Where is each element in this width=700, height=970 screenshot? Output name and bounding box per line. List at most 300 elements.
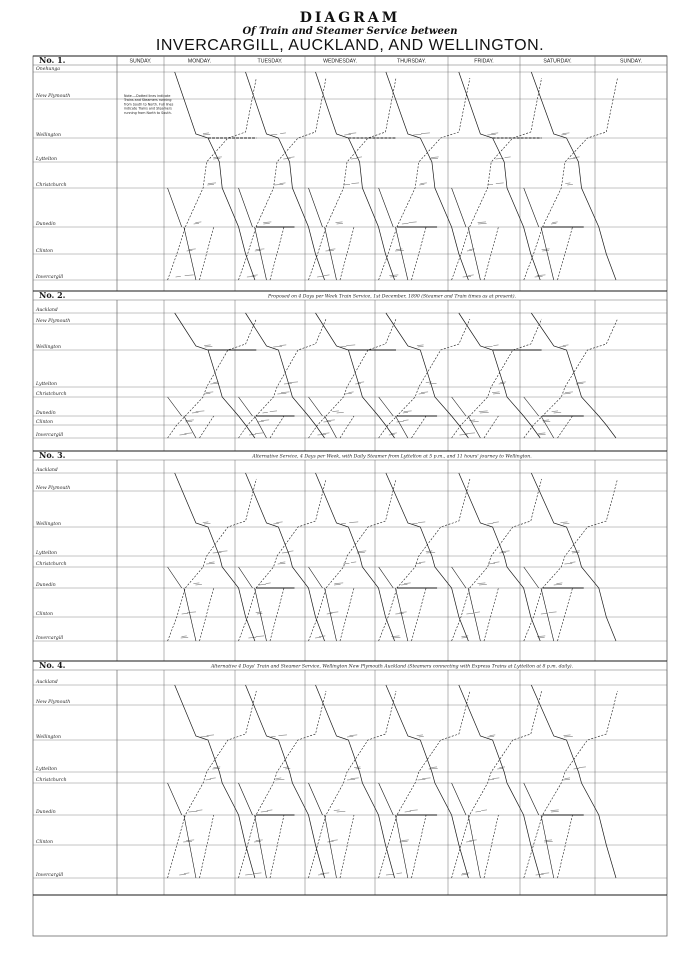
- time-annotation-mark: [565, 183, 570, 184]
- local-train-line: [452, 397, 466, 416]
- time-annotation-mark: [205, 346, 213, 347]
- local-train-line: [412, 588, 427, 641]
- time-annotation-mark: [273, 346, 282, 347]
- time-annotation-mark: [497, 768, 503, 769]
- northbound-line: [452, 319, 542, 438]
- local-train-line: [524, 567, 539, 588]
- note-text: indicate Trains and Steamers: [124, 106, 172, 111]
- station-name: Dunedin: [36, 583, 56, 588]
- time-annotation-mark: [186, 840, 194, 841]
- time-annotation-mark: [257, 421, 264, 422]
- time-annotation-mark: [472, 421, 479, 422]
- time-annotation-mark: [327, 420, 335, 421]
- time-annotation-mark: [195, 222, 201, 223]
- local-train-line: [541, 588, 554, 641]
- time-annotation-mark: [419, 393, 425, 394]
- local-train-line: [168, 188, 182, 227]
- time-annotation-mark: [317, 276, 323, 277]
- northbound-line: [168, 479, 257, 641]
- time-annotation-mark: [252, 275, 258, 276]
- time-annotation-mark: [562, 133, 569, 134]
- time-annotation-mark: [270, 411, 277, 412]
- time-annotation-mark: [417, 345, 424, 346]
- time-annotation-mark: [343, 184, 350, 185]
- time-annotation-mark: [334, 810, 340, 811]
- station-name: Auckland: [36, 468, 58, 473]
- local-train-line: [200, 815, 214, 878]
- station-name: Auckland: [36, 680, 58, 685]
- local-train-line: [270, 815, 284, 878]
- time-annotation-mark: [263, 222, 271, 223]
- time-annotation-mark: [551, 810, 559, 811]
- local-train-line: [270, 227, 284, 280]
- time-annotation-mark: [400, 612, 407, 613]
- time-annotation-mark: [324, 275, 330, 276]
- time-annotation-mark: [334, 583, 343, 584]
- time-annotation-mark: [189, 249, 196, 250]
- southbound-line: [386, 313, 469, 438]
- time-annotation-mark: [478, 222, 486, 223]
- time-annotation-mark: [207, 184, 214, 185]
- time-annotation-mark: [351, 158, 357, 159]
- time-annotation-mark: [418, 779, 426, 780]
- day-heading: SATURDAY.: [543, 58, 572, 65]
- time-annotation-mark: [284, 383, 292, 384]
- time-annotation-mark: [267, 810, 272, 811]
- local-train-line: [395, 588, 407, 641]
- time-annotation-mark: [349, 522, 358, 523]
- time-annotation-mark: [337, 811, 346, 812]
- time-annotation-mark: [419, 736, 424, 737]
- time-annotation-mark: [554, 584, 562, 585]
- northbound-line: [379, 78, 470, 280]
- time-annotation-mark: [213, 158, 220, 159]
- time-annotation-mark: [466, 841, 472, 842]
- time-annotation-mark: [259, 584, 266, 585]
- time-annotation-mark: [213, 552, 222, 553]
- northbound-line: [309, 691, 397, 878]
- time-annotation-mark: [270, 134, 277, 135]
- time-annotation-mark: [255, 433, 263, 434]
- time-annotation-mark: [256, 636, 264, 637]
- time-annotation-mark: [551, 223, 556, 224]
- local-train-line: [452, 567, 466, 588]
- southbound-line: [175, 685, 255, 878]
- local-train-line: [558, 815, 573, 878]
- time-annotation-mark: [323, 433, 330, 434]
- time-annotation-mark: [206, 392, 213, 393]
- time-annotation-mark: [182, 613, 188, 614]
- local-train-line: [452, 188, 466, 227]
- time-annotation-mark: [478, 223, 486, 224]
- diagram-route-title: INVERCARGILL, AUCKLAND, AND WELLINGTON.: [155, 37, 545, 54]
- northbound-line: [452, 78, 542, 280]
- station-name: Invercargill: [36, 275, 64, 280]
- panel-label: No. 1.: [39, 55, 66, 65]
- time-annotation-mark: [332, 411, 339, 412]
- local-train-line: [340, 815, 354, 878]
- time-annotation-mark: [481, 810, 487, 811]
- local-train-line: [412, 416, 427, 438]
- local-train-line: [468, 815, 480, 878]
- time-annotation-mark: [564, 563, 572, 564]
- local-train-line: [255, 815, 267, 878]
- local-train-line: [168, 397, 182, 416]
- time-annotation-mark: [275, 779, 284, 780]
- time-annotation-mark: [179, 434, 186, 435]
- local-train-line: [200, 227, 214, 280]
- time-annotation-mark: [207, 735, 214, 736]
- local-train-line: [255, 227, 267, 280]
- time-annotation-mark: [404, 411, 412, 412]
- time-annotation-mark: [349, 133, 357, 134]
- time-annotation-mark: [403, 412, 408, 413]
- time-annotation-mark: [401, 584, 407, 585]
- southbound-line: [316, 72, 395, 280]
- time-annotation-mark: [280, 345, 287, 346]
- time-annotation-mark: [334, 584, 340, 585]
- time-annotation-mark: [212, 768, 220, 769]
- local-train-line: [379, 783, 394, 815]
- local-train-line: [309, 567, 323, 588]
- local-train-line: [325, 588, 337, 641]
- local-train-line: [468, 416, 480, 438]
- time-annotation-mark: [194, 223, 199, 224]
- local-train-line: [340, 227, 354, 280]
- northbound-line: [309, 479, 397, 641]
- station-name: Invercargill: [36, 636, 64, 641]
- northbound-line: [524, 479, 618, 641]
- time-annotation-mark: [542, 250, 549, 251]
- time-annotation-mark: [563, 523, 569, 524]
- time-annotation-mark: [578, 382, 586, 383]
- time-annotation-mark: [261, 420, 269, 421]
- southbound-line: [459, 685, 540, 878]
- station-name: Wellington: [36, 345, 61, 350]
- time-annotation-mark: [277, 393, 286, 394]
- time-annotation-mark: [181, 637, 188, 638]
- time-annotation-mark: [563, 393, 570, 394]
- time-annotation-mark: [256, 249, 265, 250]
- time-annotation-mark: [337, 412, 344, 413]
- time-annotation-mark: [271, 736, 276, 737]
- time-annotation-mark: [418, 522, 425, 523]
- time-annotation-mark: [567, 184, 573, 185]
- local-train-line: [200, 416, 214, 438]
- time-annotation-mark: [403, 420, 408, 421]
- southbound-line: [175, 473, 255, 641]
- time-annotation-mark: [200, 736, 208, 737]
- time-annotation-mark: [426, 551, 432, 552]
- local-train-line: [484, 227, 498, 280]
- station-name: Dunedin: [36, 411, 56, 416]
- station-name: Invercargill: [36, 873, 64, 878]
- southbound-line: [459, 72, 540, 280]
- time-annotation-mark: [565, 392, 573, 393]
- time-annotation-mark: [475, 612, 480, 613]
- time-annotation-mark: [551, 811, 559, 812]
- time-annotation-mark: [350, 735, 358, 736]
- time-annotation-mark: [542, 249, 550, 250]
- time-annotation-mark: [572, 552, 579, 553]
- time-annotation-mark: [552, 411, 558, 412]
- local-train-line: [379, 397, 394, 416]
- southbound-line: [459, 473, 540, 641]
- local-train-line: [484, 588, 498, 641]
- time-annotation-mark: [485, 346, 493, 347]
- time-annotation-mark: [410, 810, 418, 811]
- local-train-line: [309, 397, 323, 416]
- station-name: Christchurch: [36, 183, 67, 188]
- local-train-line: [395, 227, 407, 280]
- day-heading: SUNDAY.: [129, 58, 152, 65]
- time-annotation-mark: [493, 393, 500, 394]
- local-train-line: [395, 416, 407, 438]
- station-name: Clinton: [36, 840, 53, 845]
- time-annotation-mark: [206, 563, 214, 564]
- local-train-line: [468, 588, 480, 641]
- time-annotation-mark: [570, 562, 575, 563]
- time-annotation-mark: [210, 778, 216, 779]
- local-train-line: [239, 397, 253, 416]
- southbound-line: [386, 72, 469, 280]
- day-heading: THURSDAY.: [397, 58, 426, 65]
- station-name: Dunedin: [36, 222, 56, 227]
- time-annotation-mark: [347, 779, 355, 780]
- northbound-line: [309, 319, 397, 438]
- time-annotation-mark: [499, 383, 505, 384]
- note-text: Trains and Steamers running: [124, 98, 172, 103]
- time-annotation-mark: [196, 810, 202, 811]
- time-annotation-mark: [563, 345, 569, 346]
- time-annotation-mark: [185, 275, 194, 276]
- time-annotation-mark: [288, 157, 294, 158]
- northbound-line: [239, 78, 327, 280]
- southbound-line: [316, 473, 395, 641]
- station-name: Lyttelton: [36, 382, 58, 387]
- local-train-line: [255, 588, 267, 641]
- time-annotation-mark: [204, 345, 210, 346]
- time-annotation-mark: [467, 250, 472, 251]
- time-annotation-mark: [538, 433, 545, 434]
- time-annotation-mark: [263, 412, 268, 413]
- time-annotation-mark: [278, 735, 286, 736]
- time-annotation-mark: [392, 433, 397, 434]
- time-annotation-mark: [480, 412, 489, 413]
- time-annotation-mark: [563, 779, 570, 780]
- time-annotation-mark: [263, 223, 269, 224]
- note-text: from South to North. Full lines: [124, 102, 174, 107]
- time-annotation-mark: [554, 412, 561, 413]
- local-train-line: [524, 397, 539, 416]
- time-annotation-mark: [354, 767, 360, 768]
- time-annotation-mark: [327, 841, 333, 842]
- northbound-line: [168, 78, 257, 280]
- time-annotation-mark: [569, 158, 575, 159]
- time-annotation-mark: [538, 434, 546, 435]
- time-annotation-mark: [559, 346, 565, 347]
- local-train-line: [524, 783, 539, 815]
- time-annotation-mark: [188, 811, 197, 812]
- time-annotation-mark: [412, 523, 418, 524]
- local-train-line: [340, 588, 354, 641]
- local-train-line: [484, 815, 498, 878]
- day-heading: WEDNESDAY.: [323, 58, 357, 65]
- southbound-line: [246, 72, 325, 280]
- time-annotation-mark: [563, 735, 570, 736]
- time-annotation-mark: [556, 583, 562, 584]
- southbound-line: [531, 72, 616, 280]
- time-annotation-mark: [345, 393, 352, 394]
- station-name: Clinton: [36, 249, 53, 254]
- time-annotation-mark: [430, 158, 438, 159]
- northbound-line: [452, 479, 542, 641]
- northbound-line: [379, 479, 470, 641]
- station-name: Wellington: [36, 522, 61, 527]
- note-text: Note.—Dotted lines indicate: [124, 94, 171, 98]
- northbound-line: [524, 78, 618, 280]
- time-annotation-mark: [421, 392, 428, 393]
- time-annotation-mark: [418, 346, 424, 347]
- time-annotation-mark: [203, 522, 209, 523]
- local-train-line: [484, 416, 498, 438]
- note-text: running from North to South.: [124, 110, 172, 115]
- time-annotation-mark: [209, 562, 214, 563]
- time-annotation-mark: [544, 840, 552, 841]
- time-annotation-mark: [552, 222, 557, 223]
- time-annotation-mark: [386, 874, 394, 875]
- time-annotation-mark: [395, 250, 404, 251]
- time-annotation-mark: [331, 840, 337, 841]
- time-annotation-mark: [219, 551, 228, 552]
- printer-imprint: [250, 893, 450, 897]
- southbound-line: [386, 685, 469, 878]
- southbound-line: [386, 473, 469, 641]
- time-annotation-mark: [206, 779, 211, 780]
- time-annotation-mark: [431, 767, 437, 768]
- time-annotation-mark: [355, 383, 361, 384]
- local-train-line: [184, 227, 196, 280]
- time-annotation-mark: [395, 613, 403, 614]
- time-annotation-mark: [421, 133, 430, 134]
- local-train-line: [239, 188, 253, 227]
- southbound-line: [246, 473, 325, 641]
- station-name: Lyttelton: [36, 157, 58, 162]
- diagram-subtitle: Of Train and Steamer Service between: [242, 26, 458, 37]
- time-annotation-mark: [285, 768, 290, 769]
- local-train-line: [524, 188, 539, 227]
- panel-caption: Alternative 4 Days' Train and Steamer Service, Wellington New Plymouth Auckland (Steamers connecting with Express Trains at Lyttelton at 8 p.m. daily).: [210, 664, 574, 670]
- time-annotation-mark: [210, 383, 219, 384]
- time-annotation-mark: [187, 612, 196, 613]
- time-annotation-mark: [349, 392, 354, 393]
- time-annotation-mark: [488, 563, 495, 564]
- time-annotation-mark: [336, 222, 343, 223]
- time-annotation-mark: [462, 873, 469, 874]
- local-train-line: [184, 588, 196, 641]
- time-annotation-mark: [561, 134, 566, 135]
- time-annotation-mark: [196, 411, 205, 412]
- local-train-line: [168, 567, 182, 588]
- northbound-line: [239, 479, 327, 641]
- northbound-line: [239, 691, 327, 878]
- panel-label: No. 4.: [39, 660, 66, 670]
- northbound-line: [379, 691, 470, 878]
- local-train-line: [379, 567, 394, 588]
- time-annotation-mark: [288, 551, 294, 552]
- time-annotation-mark: [544, 841, 552, 842]
- time-annotation-mark: [490, 735, 496, 736]
- time-annotation-mark: [330, 612, 338, 613]
- time-annotation-mark: [493, 345, 498, 346]
- local-train-line: [541, 815, 554, 878]
- time-annotation-mark: [413, 134, 421, 135]
- southbound-line: [246, 685, 325, 878]
- day-heading: MONDAY.: [187, 58, 212, 65]
- time-annotation-mark: [347, 736, 353, 737]
- time-annotation-mark: [468, 275, 474, 276]
- time-annotation-mark: [405, 811, 411, 812]
- time-annotation-mark: [254, 873, 262, 874]
- time-annotation-mark: [280, 562, 285, 563]
- time-annotation-mark: [204, 523, 211, 524]
- time-annotation-mark: [319, 636, 325, 637]
- station-name: Dunedin: [36, 810, 56, 815]
- time-annotation-mark: [564, 736, 573, 737]
- time-annotation-mark: [340, 346, 346, 347]
- station-name: Lyttelton: [36, 551, 58, 556]
- time-annotation-mark: [492, 778, 499, 779]
- diagram-title: DIAGRAM: [299, 10, 401, 26]
- local-train-line: [184, 815, 196, 878]
- time-annotation-mark: [358, 382, 364, 383]
- time-annotation-mark: [420, 183, 426, 184]
- southbound-line: [175, 72, 255, 280]
- local-train-line: [239, 567, 253, 588]
- northbound-line: [379, 319, 470, 438]
- time-annotation-mark: [344, 134, 351, 135]
- time-annotation-mark: [184, 873, 189, 874]
- time-annotation-mark: [476, 811, 481, 812]
- time-annotation-mark: [245, 874, 252, 875]
- local-train-line: [168, 783, 182, 815]
- northbound-line: [452, 691, 542, 878]
- day-heading: FRIDAY.: [474, 58, 494, 65]
- southbound-line: [316, 685, 395, 878]
- local-train-line: [325, 227, 337, 280]
- time-annotation-mark: [351, 562, 356, 563]
- time-annotation-mark: [493, 522, 499, 523]
- time-annotation-mark: [549, 612, 557, 613]
- southbound-line: [531, 473, 616, 641]
- station-name: Christchurch: [36, 778, 67, 783]
- time-annotation-mark: [487, 134, 495, 135]
- time-annotation-mark: [204, 393, 210, 394]
- local-train-line: [468, 227, 480, 280]
- time-annotation-mark: [572, 551, 580, 552]
- time-annotation-mark: [346, 345, 355, 346]
- time-annotation-mark: [327, 613, 333, 614]
- time-annotation-mark: [479, 411, 488, 412]
- southbound-line: [246, 313, 325, 438]
- time-annotation-mark: [431, 157, 439, 158]
- local-train-line: [340, 416, 354, 438]
- time-annotation-mark: [289, 382, 298, 383]
- time-annotation-mark: [419, 562, 425, 563]
- time-annotation-mark: [203, 134, 210, 135]
- time-annotation-mark: [397, 873, 402, 874]
- station-name: Invercargill: [36, 433, 64, 438]
